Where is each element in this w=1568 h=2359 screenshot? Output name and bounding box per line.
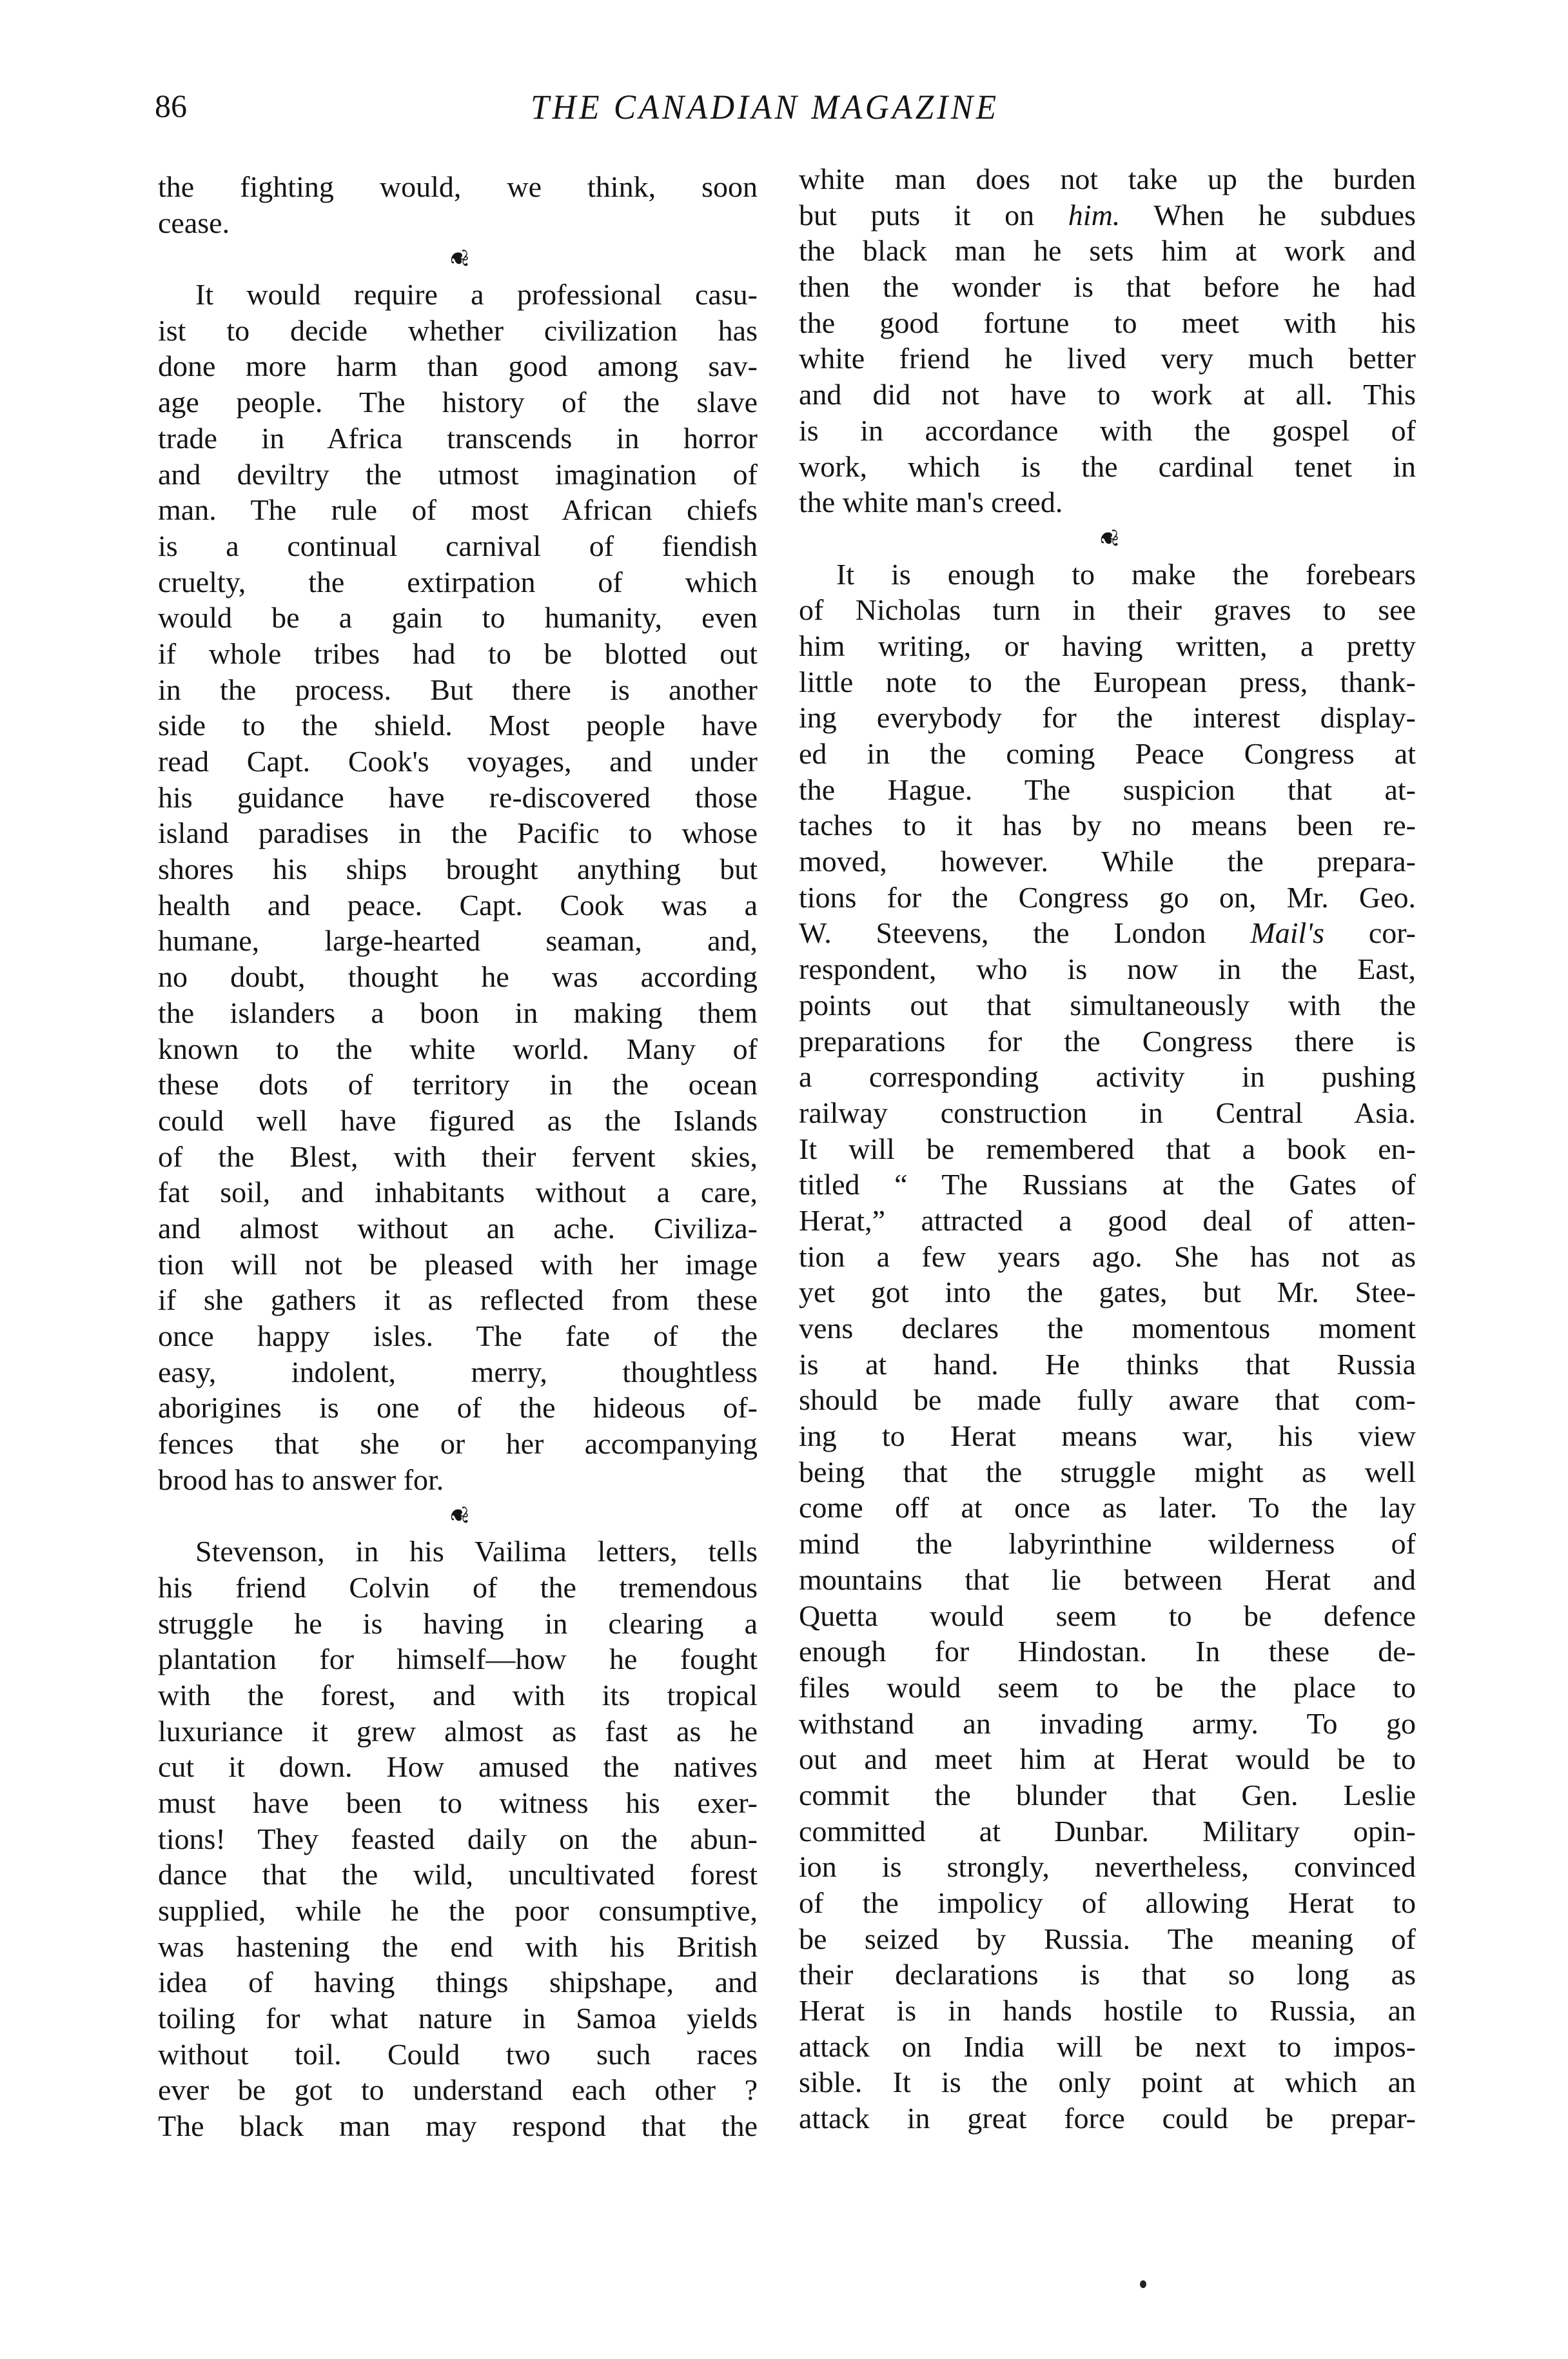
text-line [799, 1885, 1416, 1921]
text-line [158, 420, 758, 457]
line-text: tion will not be pleased with her image [158, 1247, 758, 1281]
text-line [158, 1964, 758, 2000]
text-line [158, 1893, 758, 1929]
line-text: of the impolicy of allowing Herat to [799, 1886, 1416, 1919]
text-line [158, 1103, 758, 1139]
line-text: dance that the wild, uncultivated forest [158, 1858, 758, 1891]
line-text: committed at Dunbar. Military opin- [799, 1814, 1416, 1848]
line-text: struggle he is having in clearing a [158, 1606, 758, 1640]
text-line [158, 169, 758, 205]
text-line [799, 592, 1416, 628]
text-line [799, 1741, 1416, 1777]
line-text: ion is strongly, nevertheless, convinced [799, 1850, 1416, 1884]
line-text: titled “ The Russians at the Gates of [799, 1168, 1416, 1201]
text-line [799, 1418, 1416, 1454]
text-line [799, 1023, 1416, 1060]
line-text: should be made fully aware that com- [799, 1383, 1416, 1417]
line-text: these dots of territory in the ocean [158, 1068, 758, 1101]
text-line [158, 923, 758, 959]
line-text: could well have figured as the Islands [158, 1103, 758, 1137]
section-ornament-icon [799, 520, 1416, 557]
line-text: island paradises in the Pacific to whose [158, 816, 758, 850]
text-line [158, 1031, 758, 1067]
line-text: mountains that lie between Herat and [799, 1563, 1416, 1596]
line-text: of the Blest, with their fervent skies, [158, 1140, 758, 1173]
line-text: It is enough to make the forebears [836, 557, 1416, 591]
text-line [158, 851, 758, 887]
text-line [799, 233, 1416, 269]
text-line [799, 341, 1416, 377]
line-text: ever be got to understand each other ? [158, 2073, 758, 2107]
text-line [799, 1957, 1416, 1993]
text-line [158, 1534, 758, 1570]
right-column [799, 161, 1416, 2137]
line-text: respondent, who is now in the East, [799, 952, 1416, 986]
text-line [158, 313, 758, 349]
line-text: yet got into the gates, but Mr. Stee- [799, 1276, 1416, 1309]
italic-text: him. [1068, 198, 1121, 232]
line-text: cor- [1324, 916, 1416, 950]
text-line [799, 413, 1416, 449]
line-text: points out that simultaneously with the [799, 988, 1416, 1022]
text-line [799, 1777, 1416, 1813]
text-line [799, 377, 1416, 413]
line-text: white friend he lived very much better [799, 342, 1416, 375]
text-line [158, 1174, 758, 1210]
line-text: his guidance have re-discovered those [158, 780, 758, 814]
line-text: files would seem to be the place to [799, 1670, 1416, 1704]
text-line [158, 1821, 758, 1857]
text-line [158, 887, 758, 923]
line-text: without toil. Could two such races [158, 2037, 758, 2071]
text-line [799, 628, 1416, 664]
text-line [158, 348, 758, 384]
line-text: easy, indolent, merry, thoughtless [158, 1355, 758, 1388]
line-text: the white man's creed. [799, 486, 1063, 519]
line-text: age people. The history of the slave [158, 386, 758, 419]
text-line [158, 1210, 758, 1247]
line-text: the Hague. The suspicion that at- [799, 773, 1416, 806]
text-line [158, 780, 758, 816]
text-line [158, 564, 758, 600]
line-text: read Capt. Cook's voyages, and under [158, 745, 758, 778]
line-text: brood has to answer for. [158, 1463, 444, 1496]
line-text: It would require a professional casu- [195, 278, 758, 311]
line-text: When he subdues [1120, 198, 1416, 232]
line-text: Quetta would seem to be defence [799, 1599, 1416, 1632]
text-line [158, 707, 758, 744]
text-line [799, 449, 1416, 485]
text-line [799, 700, 1416, 736]
line-text: Herat is in hands hostile to Russia, an [799, 1994, 1416, 2028]
left-column [158, 169, 758, 2144]
text-line [158, 600, 758, 636]
line-text: fences that she or her accompanying [158, 1427, 758, 1461]
line-text: once happy isles. The fate of the [158, 1319, 758, 1352]
text-line [799, 2100, 1416, 2137]
text-line [799, 915, 1416, 951]
text-line [799, 305, 1416, 341]
text-line [158, 1462, 758, 1498]
line-text: ing everybody for the interest display- [799, 701, 1416, 735]
line-text: enough for Hindostan. In these de- [799, 1635, 1416, 1668]
text-line [158, 1606, 758, 1642]
line-text: taches to it has by no means been re- [799, 809, 1416, 842]
line-text: come off at once as later. To the lay [799, 1491, 1416, 1525]
line-text: aborigines is one of the hideous of- [158, 1391, 758, 1425]
line-text: tions for the Congress go on, Mr. Geo. [799, 880, 1416, 914]
text-line [158, 636, 758, 672]
line-text: The black man may respond that the [158, 2109, 758, 2143]
line-text: man. The rule of most African chiefs [158, 493, 758, 527]
text-line [799, 269, 1416, 305]
text-line [158, 815, 758, 851]
line-text: idea of having things shipshape, and [158, 1966, 758, 1999]
line-text: if whole tribes had to be blotted out [158, 637, 758, 670]
line-text: done more harm than good among sav- [158, 350, 758, 383]
line-text: their declarations is that so long as [799, 1958, 1416, 1991]
line-text: toiling for what nature in Samoa yields [158, 2002, 758, 2035]
line-text: vens declares the momentous moment [799, 1312, 1416, 1345]
text-line [158, 1282, 758, 1318]
text-line [799, 1526, 1416, 1562]
line-text: but puts it on [799, 198, 1068, 232]
text-line [158, 1785, 758, 1821]
line-text: cut it down. How amused the natives [158, 1750, 758, 1784]
text-line [158, 1570, 758, 1606]
line-text: with the forest, and with its tropical [158, 1678, 758, 1712]
line-text: railway construction in Central Asia. [799, 1096, 1416, 1129]
line-text: in the process. But there is another [158, 673, 758, 706]
text-line [799, 736, 1416, 772]
text-line [799, 2064, 1416, 2100]
line-text: sible. It is the only point at which an [799, 2066, 1416, 2099]
text-line [158, 1139, 758, 1175]
text-line [158, 277, 758, 313]
line-text: cease. [158, 206, 230, 239]
text-line [799, 1813, 1416, 1850]
line-text: his friend Colvin of the tremendous [158, 1570, 758, 1604]
text-line [158, 1929, 758, 1965]
line-text: the islanders a boon in making them [158, 996, 758, 1029]
text-line [799, 1598, 1416, 1634]
line-text: being that the struggle might as well [799, 1455, 1416, 1488]
text-line [799, 844, 1416, 880]
text-line [158, 1749, 758, 1785]
text-line [799, 951, 1416, 987]
line-text: white man does not take up the burden [799, 163, 1416, 195]
text-line [799, 484, 1416, 520]
text-line [158, 959, 758, 995]
line-text: if she gathers it as reflected from these [158, 1283, 758, 1317]
italic-text: Mail's [1250, 916, 1325, 950]
line-text: luxuriance it grew almost as fast as he [158, 1714, 758, 1748]
text-line [799, 161, 1416, 197]
line-text: side to the shield. Most people have [158, 709, 758, 742]
line-text: and deviltry the utmost imagination of [158, 457, 758, 491]
line-text: fat soil, and inhabitants without a care, [158, 1176, 758, 1209]
text-line [158, 995, 758, 1031]
line-text: moved, however. While the prepara- [799, 845, 1416, 878]
line-text: and did not have to work at all. This [799, 378, 1416, 411]
line-text: is at hand. He thinks that Russia [799, 1347, 1416, 1381]
text-line [799, 1167, 1416, 1203]
text-line [158, 672, 758, 708]
line-text: cruelty, the extirpation of which [158, 565, 758, 598]
section-ornament-icon [158, 241, 758, 277]
text-line [158, 2000, 758, 2037]
line-text: preparations for the Congress there is [799, 1024, 1416, 1058]
text-line [799, 1382, 1416, 1418]
line-text: It will be remembered that a book en- [799, 1132, 1416, 1165]
text-line [799, 2029, 1416, 2065]
text-line [799, 880, 1416, 916]
line-text: a corresponding activity in pushing [799, 1060, 1416, 1094]
text-line [158, 1247, 758, 1283]
text-line [158, 2072, 758, 2108]
running-title [0, 87, 1568, 127]
line-text: him writing, or having written, a pretty [799, 629, 1416, 662]
text-line [158, 1677, 758, 1713]
line-text: shores his ships brought anything but [158, 853, 758, 886]
text-line [158, 205, 758, 241]
line-text: plantation for himself—how he fought [158, 1643, 758, 1676]
text-line [799, 1310, 1416, 1347]
page-number: 86 [155, 88, 187, 124]
line-text: ist to decide whether civilization has [158, 313, 758, 347]
text-line [158, 528, 758, 564]
line-text: work, which is the cardinal tenet in [799, 449, 1416, 483]
text-line [799, 1203, 1416, 1239]
line-text: of Nicholas turn in their graves to see [799, 593, 1416, 627]
line-text: the fighting would, we think, soon [158, 170, 758, 203]
text-line [799, 197, 1416, 233]
text-line [799, 1239, 1416, 1275]
line-text: must have been to witness his exer- [158, 1786, 758, 1819]
text-line [799, 1849, 1416, 1885]
line-text: the black man he sets him at work and [799, 234, 1416, 268]
section-ornament-icon [158, 1497, 758, 1534]
line-text: health and peace. Capt. Cook was a [158, 888, 758, 922]
text-line [158, 1354, 758, 1390]
line-text: humane, large-hearted seaman, and, [158, 924, 758, 958]
text-line [799, 1670, 1416, 1706]
line-text: Stevenson, in his Vailima letters, tells [195, 1535, 758, 1568]
text-line [158, 1857, 758, 1893]
line-text: then the wonder is that before he had [799, 270, 1416, 304]
line-text: the good fortune to meet with his [799, 306, 1416, 339]
text-line [799, 1490, 1416, 1526]
text-line [158, 1318, 758, 1354]
line-text: commit the blunder that Gen. Leslie [799, 1778, 1416, 1811]
line-text: was hastening the end with his British [158, 1930, 758, 1963]
text-line [799, 987, 1416, 1023]
text-line [158, 2037, 758, 2073]
line-text: withstand an invading army. To go [799, 1706, 1416, 1740]
text-line [158, 492, 758, 528]
text-line [158, 1390, 758, 1426]
text-line [158, 744, 758, 780]
text-line [158, 1713, 758, 1750]
line-text: known to the white world. Many of [158, 1032, 758, 1065]
text-line [799, 1706, 1416, 1742]
line-text: W. Steevens, the London [799, 916, 1251, 950]
text-line [799, 664, 1416, 700]
line-text: Herat,” attracted a good deal of atten- [799, 1203, 1416, 1237]
magazine-title: THE CANADIAN MAGAZINE [530, 88, 999, 126]
text-line [799, 1634, 1416, 1670]
line-text: is a continual carnival of fiendish [158, 529, 758, 562]
text-line [799, 807, 1416, 844]
text-line [799, 772, 1416, 808]
text-line [158, 457, 758, 493]
text-line [799, 1059, 1416, 1095]
text-line [158, 1067, 758, 1103]
text-line [158, 1426, 758, 1462]
ink-dot [1140, 2280, 1146, 2288]
line-text: tions! They feasted daily on the abun- [158, 1822, 758, 1855]
line-text: out and meet him at Herat would be to [799, 1742, 1416, 1776]
text-line [158, 1641, 758, 1677]
text-line [799, 1921, 1416, 1957]
line-text: supplied, while he the poor consumptive, [158, 1894, 758, 1927]
line-text: ed in the coming Peace Congress at [799, 737, 1416, 770]
text-line [799, 1562, 1416, 1598]
line-text: attack in great force could be prepar- [799, 2102, 1416, 2135]
text-line [799, 1274, 1416, 1310]
line-text: little note to the European press, thank- [799, 665, 1416, 698]
line-text: mind the labyrinthine wilderness of [799, 1527, 1416, 1561]
line-text: attack on India will be next to impos- [799, 2029, 1416, 2063]
line-text: is in accordance with the gospel of [799, 413, 1416, 447]
text-line [799, 1095, 1416, 1131]
text-line [799, 1993, 1416, 2029]
line-text: be seized by Russia. The meaning of [799, 1922, 1416, 1955]
text-line [158, 2108, 758, 2144]
text-line [799, 1131, 1416, 1167]
line-text: ing to Herat means war, his view [799, 1419, 1416, 1453]
line-text: and almost without an ache. Civiliza- [158, 1211, 758, 1245]
text-line [799, 557, 1416, 593]
line-text: no doubt, thought he was according [158, 960, 758, 994]
text-line [799, 1347, 1416, 1383]
line-text: tion a few years ago. She has not as [799, 1239, 1416, 1273]
text-line [158, 384, 758, 420]
text-line [799, 1454, 1416, 1490]
line-text: would be a gain to humanity, even [158, 601, 758, 635]
line-text: trade in Africa transcends in horror [158, 421, 758, 455]
